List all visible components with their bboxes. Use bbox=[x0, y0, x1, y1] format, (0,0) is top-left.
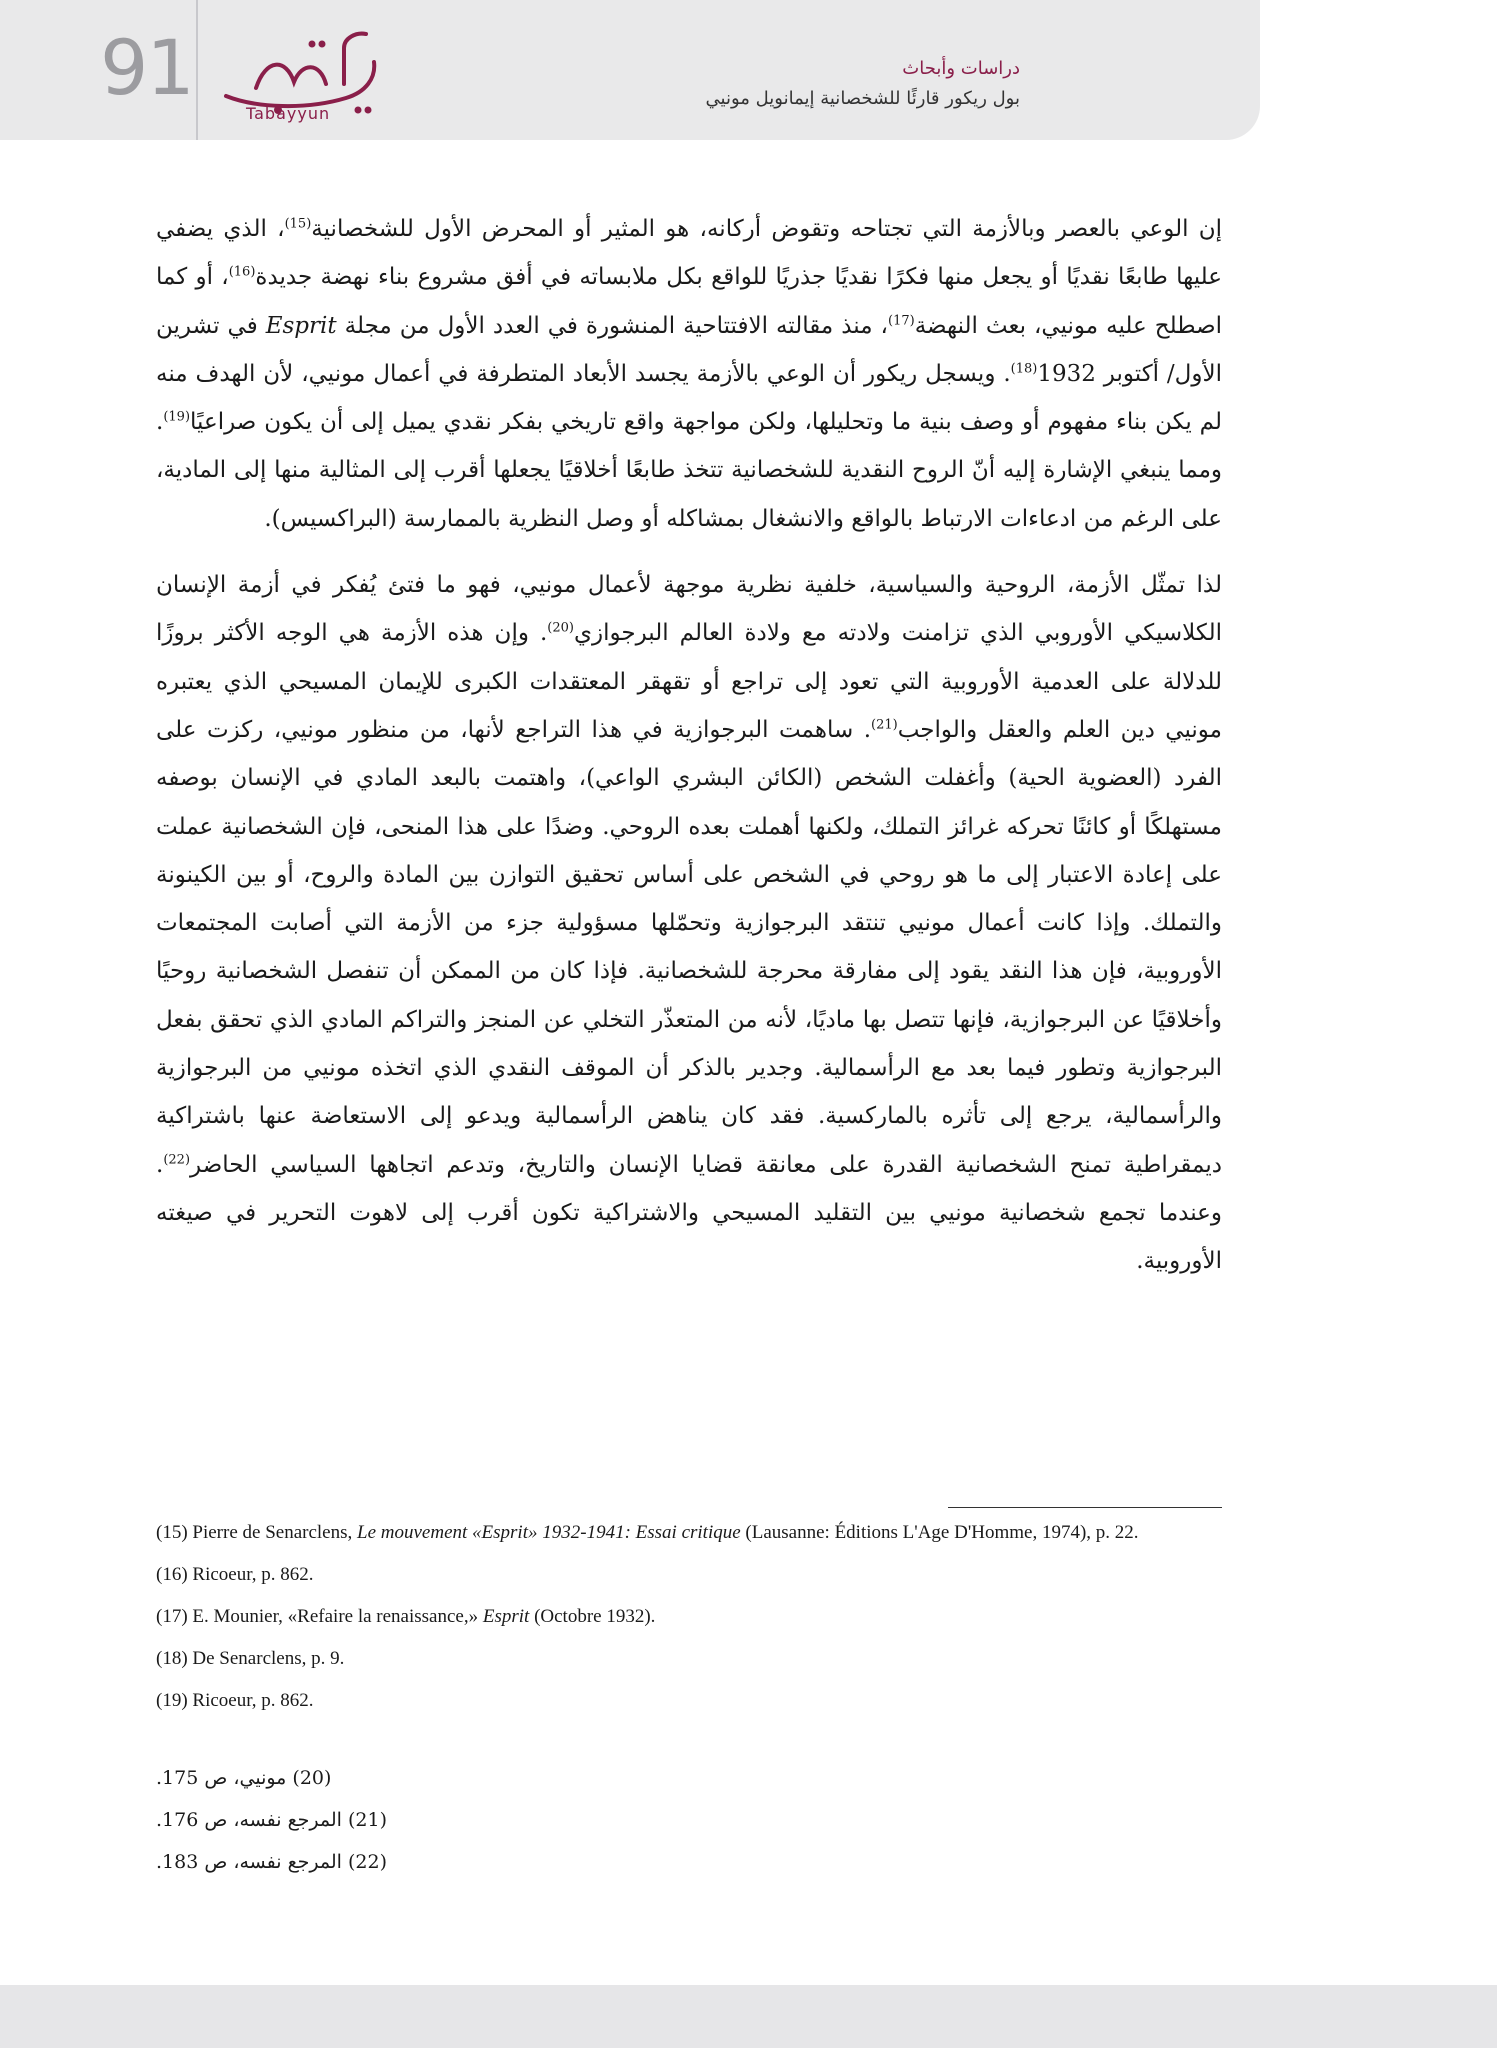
text-run: (16) Ricoeur, p. 862. bbox=[156, 1564, 314, 1585]
footnote-marker: (20) bbox=[547, 620, 574, 636]
text-run: (18) De Senarclens, p. 9. bbox=[156, 1648, 345, 1669]
body-paragraph bbox=[156, 205, 1222, 543]
footnotes-latin bbox=[156, 1518, 1222, 1728]
footnote-text: (20) مونيي، ص 175. bbox=[156, 1767, 332, 1789]
footnotes-arabic bbox=[156, 1763, 1222, 1889]
footnote-text: (21) المرجع نفسه، ص 176. bbox=[156, 1809, 388, 1831]
footnote-item bbox=[156, 1602, 1222, 1632]
footnote-marker: (18) bbox=[1010, 361, 1038, 377]
italic-text: Le mouvement «Esprit» 1932-1941: Essai critique bbox=[357, 1522, 741, 1543]
text-run: ، الذي يضفي عليها طابعًا نقديًا أو يجعل منها فكرًا نقديًا جذريًا للواقع بكل ملابساته في أفق مشروع بناء نهضة جديدة bbox=[156, 216, 1222, 291]
text-run: . وعندما تجمع شخصانية مونيي بين التقليد المسيحي والاشتراكية تكون أقرب إلى لاهوت التحرير في صيغته الأوروبية. bbox=[156, 1151, 1222, 1275]
text-run: لذا تمثّل الأزمة، الروحية والسياسية، خلفية نظرية موجهة لأعمال مونيي، فهو ما فتئ يُفكر في أزمة الإنسان الكلاسيكي الأوروبي الذي تزامنت ولادته مع ولادة العالم البرجوازي bbox=[156, 572, 1222, 647]
text-run: (Octobre 1932). bbox=[529, 1606, 656, 1627]
article-body bbox=[156, 205, 1222, 1304]
footnote-marker: (22) bbox=[163, 1151, 191, 1167]
footnote-marker: (17) bbox=[887, 312, 915, 328]
section-title: دراسات وأبحاث bbox=[902, 58, 1020, 79]
footnote-marker: (16) bbox=[228, 264, 256, 280]
footnote-marker: (21) bbox=[871, 717, 898, 733]
text-run: (Lausanne: Éditions L'Age D'Homme, 1974), p. 22. bbox=[740, 1522, 1139, 1543]
footnote-item bbox=[156, 1644, 1222, 1674]
text-run: إن الوعي بالعصر وبالأزمة التي تجتاحه وتقوض أركانه، هو المثير أو المحرض الأول للشخصانية bbox=[311, 216, 1223, 242]
italic-text: Esprit bbox=[482, 1606, 530, 1627]
footnote-item bbox=[156, 1763, 1222, 1793]
text-run: (17) E. Mounier, «Refaire la renaissance,» bbox=[156, 1606, 483, 1627]
text-run: ، منذ مقالته الافتتاحية المنشورة في العدد الأول من مجلة bbox=[336, 312, 888, 339]
footnote-item bbox=[156, 1847, 1222, 1877]
page-number: 91 bbox=[100, 23, 193, 112]
footnote-marker: (15) bbox=[284, 216, 312, 232]
page-header bbox=[0, 0, 1260, 140]
header-divider bbox=[196, 0, 198, 140]
footer-band bbox=[0, 1985, 1497, 2048]
body-paragraph bbox=[156, 561, 1222, 1285]
running-title: بول ريكور قارئًا للشخصانية إيمانويل مونيي bbox=[705, 88, 1020, 109]
text-run: (15) Pierre de Senarclens, bbox=[156, 1522, 358, 1543]
text-run: . وإن هذه الأزمة هي الوجه الأكثر بروزًا للدلالة على العدمية الأوروبية التي تعود إلى تراجع أو تقهقر المعتقدات الكبرى للإيمان المسيحي الذي يعتبره مونيي دين العلم والعقل والواجب bbox=[156, 620, 1222, 743]
footnote-item bbox=[156, 1686, 1222, 1716]
logo-latin-text: Tabayyun bbox=[246, 104, 331, 123]
text-run: ، أو كما اصطلح عليه مونيي، بعث النهضة bbox=[156, 264, 1222, 339]
text-run: . ومما ينبغي الإشارة إليه أنّ الروح النقدية للشخصانية تتخذ طابعًا أخلاقيًا يجعلها أقرب إلى المثالية منها إلى المادية، على الرغم من ادعاءات الارتباط بالواقع والانشغال بمشاكله أو وصل النظرية بالممارسة (البراكسيس). bbox=[156, 409, 1222, 532]
footnote-item bbox=[156, 1805, 1222, 1835]
footnote-item bbox=[156, 1518, 1222, 1548]
text-run: في تشرين الأول/ أكتوبر 1932 bbox=[156, 312, 1223, 387]
footnote-marker: (19) bbox=[163, 409, 191, 425]
italic-text: Esprit bbox=[265, 312, 337, 339]
footnote-text: (22) المرجع نفسه، ص 183. bbox=[156, 1851, 388, 1873]
text-run: (19) Ricoeur, p. 862. bbox=[156, 1690, 314, 1711]
text-run: . ساهمت البرجوازية في هذا التراجع لأنها، من منظور مونيي، ركزت على الفرد (العضوية الحية) وأغفلت الشخص (الكائن البشري الواعي)، واهتمت بالبعد المادي في الإنسان بوصفه مستهلكًا أو كائنًا تحركه غرائز التملك، ولكنها أهملت بعده الروحي. وضدًا على هذا المنحى، فإن الشخصانية عملت على إعادة الاعتبار إلى ما هو روحي في الشخص على أساس تحقيق التوازن بين المادة والروح، أو بين الكينونة والتملك. وإذا كانت أعمال مونيي تنتقد البرجوازية وتحمّلها مسؤولية جزء من الأزمة التي أصابت المجتمعات الأوروبية، فإن هذا النقد يقود إلى مفارقة محرجة للشخصانية. فإذا كان من الممكن أن تنفصل الشخصانية روحيًا وأخلاقيًا عن البرجوازية، فإنها تتصل بها ماديًا، لأنه من المتعذّر التخلي عن المنجز والتراكم المادي الذي تحقق بفعل البرجوازية وتطور فيما بعد مع الرأسمالية. وجدير بالذكر أن الموقف النقدي الذي اتخذه مونيي من البرجوازية والرأسمالية، يرجع إلى تأثره بالماركسية. فقد كان يناهض الرأسمالية ويدعو إلى الاستعاضة عنها باشتراكية ديمقراطية تمنح الشخصانية القدرة على معانقة قضايا الإنسان والتاريخ، وتدعم اتجاهها السياسي الحاضر bbox=[156, 716, 1222, 1178]
footnote-rule bbox=[948, 1507, 1222, 1508]
footnote-item bbox=[156, 1560, 1222, 1590]
text-run: . ويسجل ريكور أن الوعي بالأزمة يجسد الأبعاد المتطرفة في أعمال مونيي، لأن الهدف منه لم يكن بناء مفهوم أو وصف بنية ما وتحليلها، ولكن مواجهة واقع تاريخي بفكر نقدي يميل إلى أن يكون صراعيًا bbox=[156, 360, 1222, 436]
